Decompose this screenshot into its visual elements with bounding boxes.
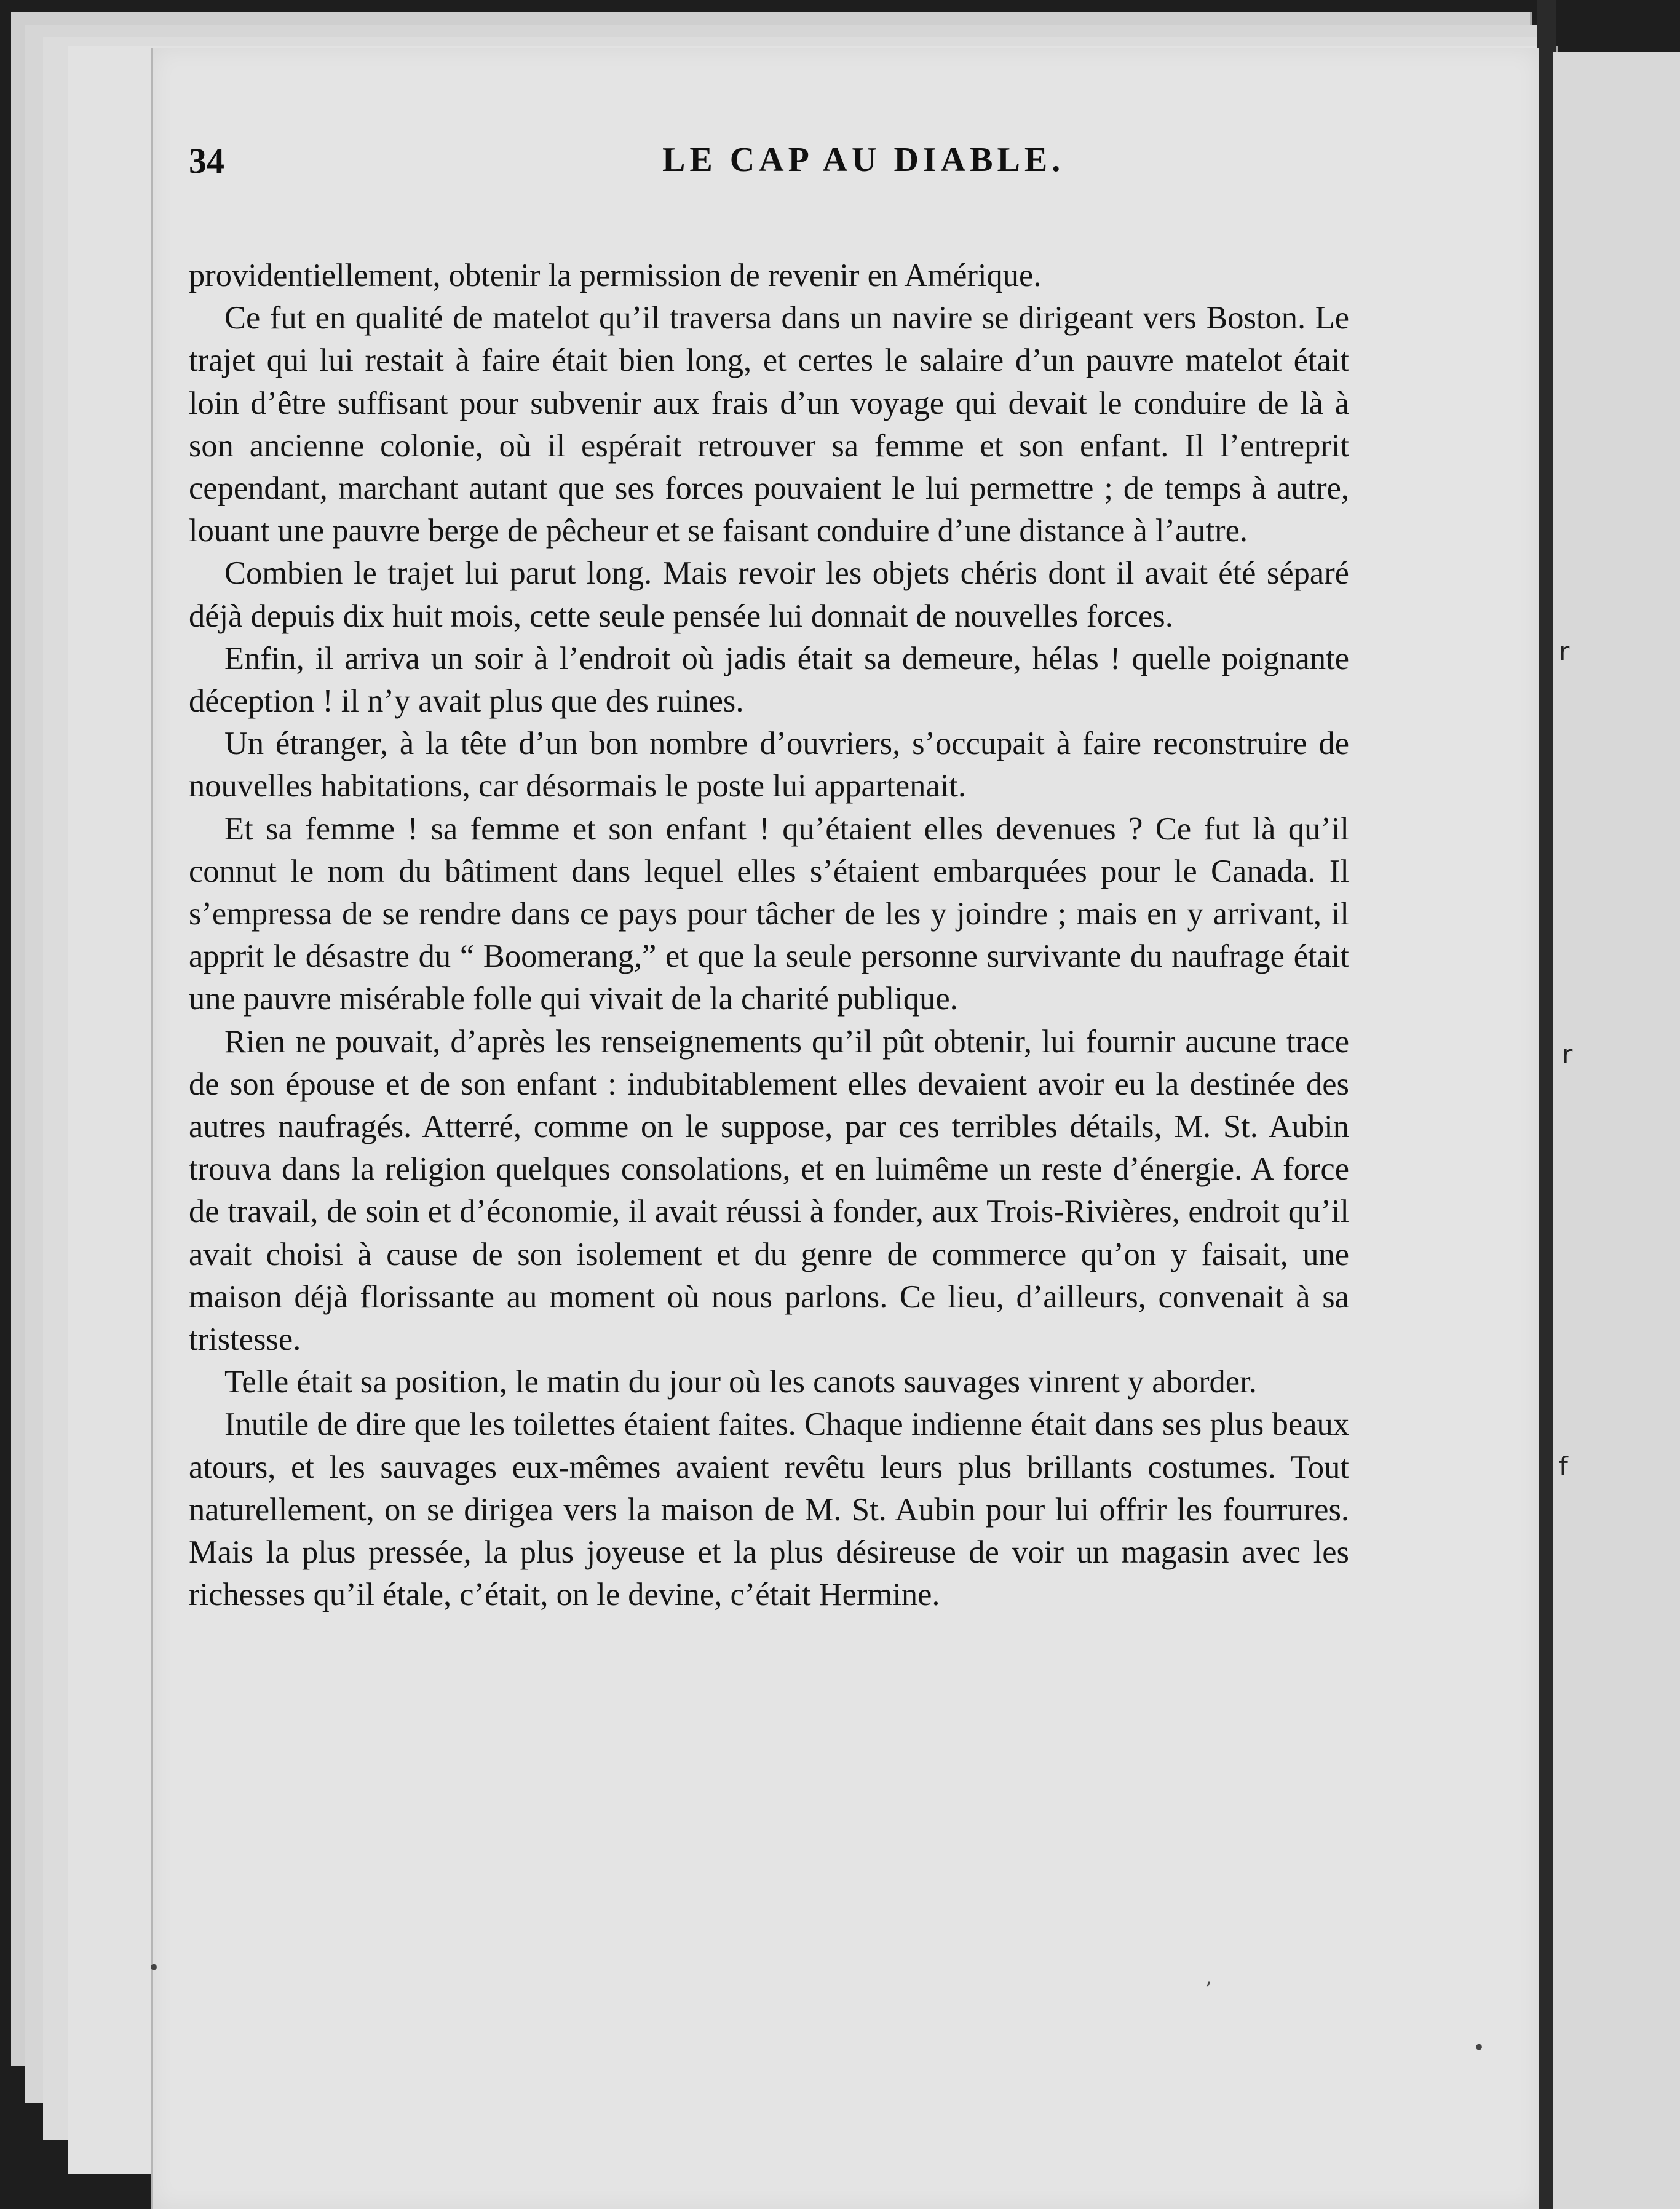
paragraph: Enfin, il arriva un soir à l’endroit où jadis était sa demeure, hélas ! quelle poignante déception ! il n’y avait plus que des ruines. (189, 640, 1349, 720)
page-number: 34 (189, 141, 224, 181)
paragraph: Et sa femme ! sa femme et son enfant ! qu’étaient elles devenues ? Ce fut là qu’il connut le nom du bâtiment dans lequel elles s’étaient embarquées pour le Canada. Il s’empressa de se rendre dans ce pays pour tâcher de les y joindre ; mais en y arrivant, il apprit le désastre du “ Boomerang,” et que la seule personne survivante du naufrage était une pauvre misérable folle qui vivait de la charité publique. (189, 811, 1349, 1017)
paragraph: Telle était sa position, le matin du jour où les canots sauvages vinrent y aborder. (224, 1364, 1257, 1400)
print-speck: , (1205, 1965, 1212, 1989)
paragraph: Rien ne pouvait, d’après les renseignements qu’il pût obtenir, lui fournir aucune trace de son épouse et de son enfant : indubitablement elles devaient avoir eu la destinée des autres naufragés. Atterré, comme on le suppose, par ces terribles détails, M. St. Aubin trouva dans la religion quelques consolations, et en luimême un reste d’énergie. A force de travail, de soin et d’économie, il avait réussi à fonder, aux Trois-Rivières, endroit qu’il avait choisi à cause de son isolement et du genre de commerce qu’on y faisait, une maison déjà florissante au moment où nous parlons. Ce lieu, d’ailleurs, convenait à sa tristesse. (189, 1023, 1349, 1358)
page-header (189, 140, 1349, 214)
print-speck: • (148, 1956, 160, 1980)
margin-mark: f (1559, 1451, 1568, 1481)
paragraph: Combien le trajet lui parut long. Mais revoir les objets chéris dont il avait été séparé déjà depuis dix huit mois, cette seule pensée lui donnait de nouvelles forces. (189, 555, 1349, 634)
margin-mark: r (1562, 1039, 1573, 1069)
paragraph: Inutile de dire que les toilettes étaient faites. Chaque indienne était dans ses plus beaux atours, et les sauvages eux-mêmes avaient revêtu leurs plus brillants costumes. Tout naturellement, on se dirigea vers la maison de M. St. Aubin pour lui offrir les fourrures. Mais la plus pressée, la plus joyeuse et la plus désireuse de voir un magasin avec les richesses qu’il étale, c’était, on le devine, c’était Hermine. (189, 1406, 1349, 1613)
page-body (189, 255, 1349, 1617)
margin-mark: r (1559, 637, 1570, 667)
print-speck: • (1473, 2036, 1486, 2060)
paragraph: Ce fut en qualité de matelot qu’il traversa dans un navire se dirigeant vers Boston. Le trajet qui lui restait à faire était bien long, et certes le salaire d’un pauvre matelot était loin d’être suffisant pour subvenir aux frais d’un voyage qui devait le conduire de là à son ancienne colonie, où il espérait retrouver sa femme et son enfant. Il l’entreprit cependant, marchant autant que ses forces pouvaient le lui permettre ; de temps à autre, louant une pauvre berge de pêcheur et se faisant conduire d’une distance à l’autre. (189, 300, 1349, 549)
adjacent-page-strip (1553, 52, 1680, 2209)
paragraph: providentiellement, obtenir la permission de revenir en Amérique. (189, 258, 1042, 293)
paragraph: Un étranger, à la tête d’un bon nombre d’ouvriers, s’occupait à faire reconstruire de nouvelles habitations, car désormais le poste lui appartenait. (189, 726, 1349, 804)
running-title: LE CAP AU DIABLE. (662, 141, 1065, 179)
